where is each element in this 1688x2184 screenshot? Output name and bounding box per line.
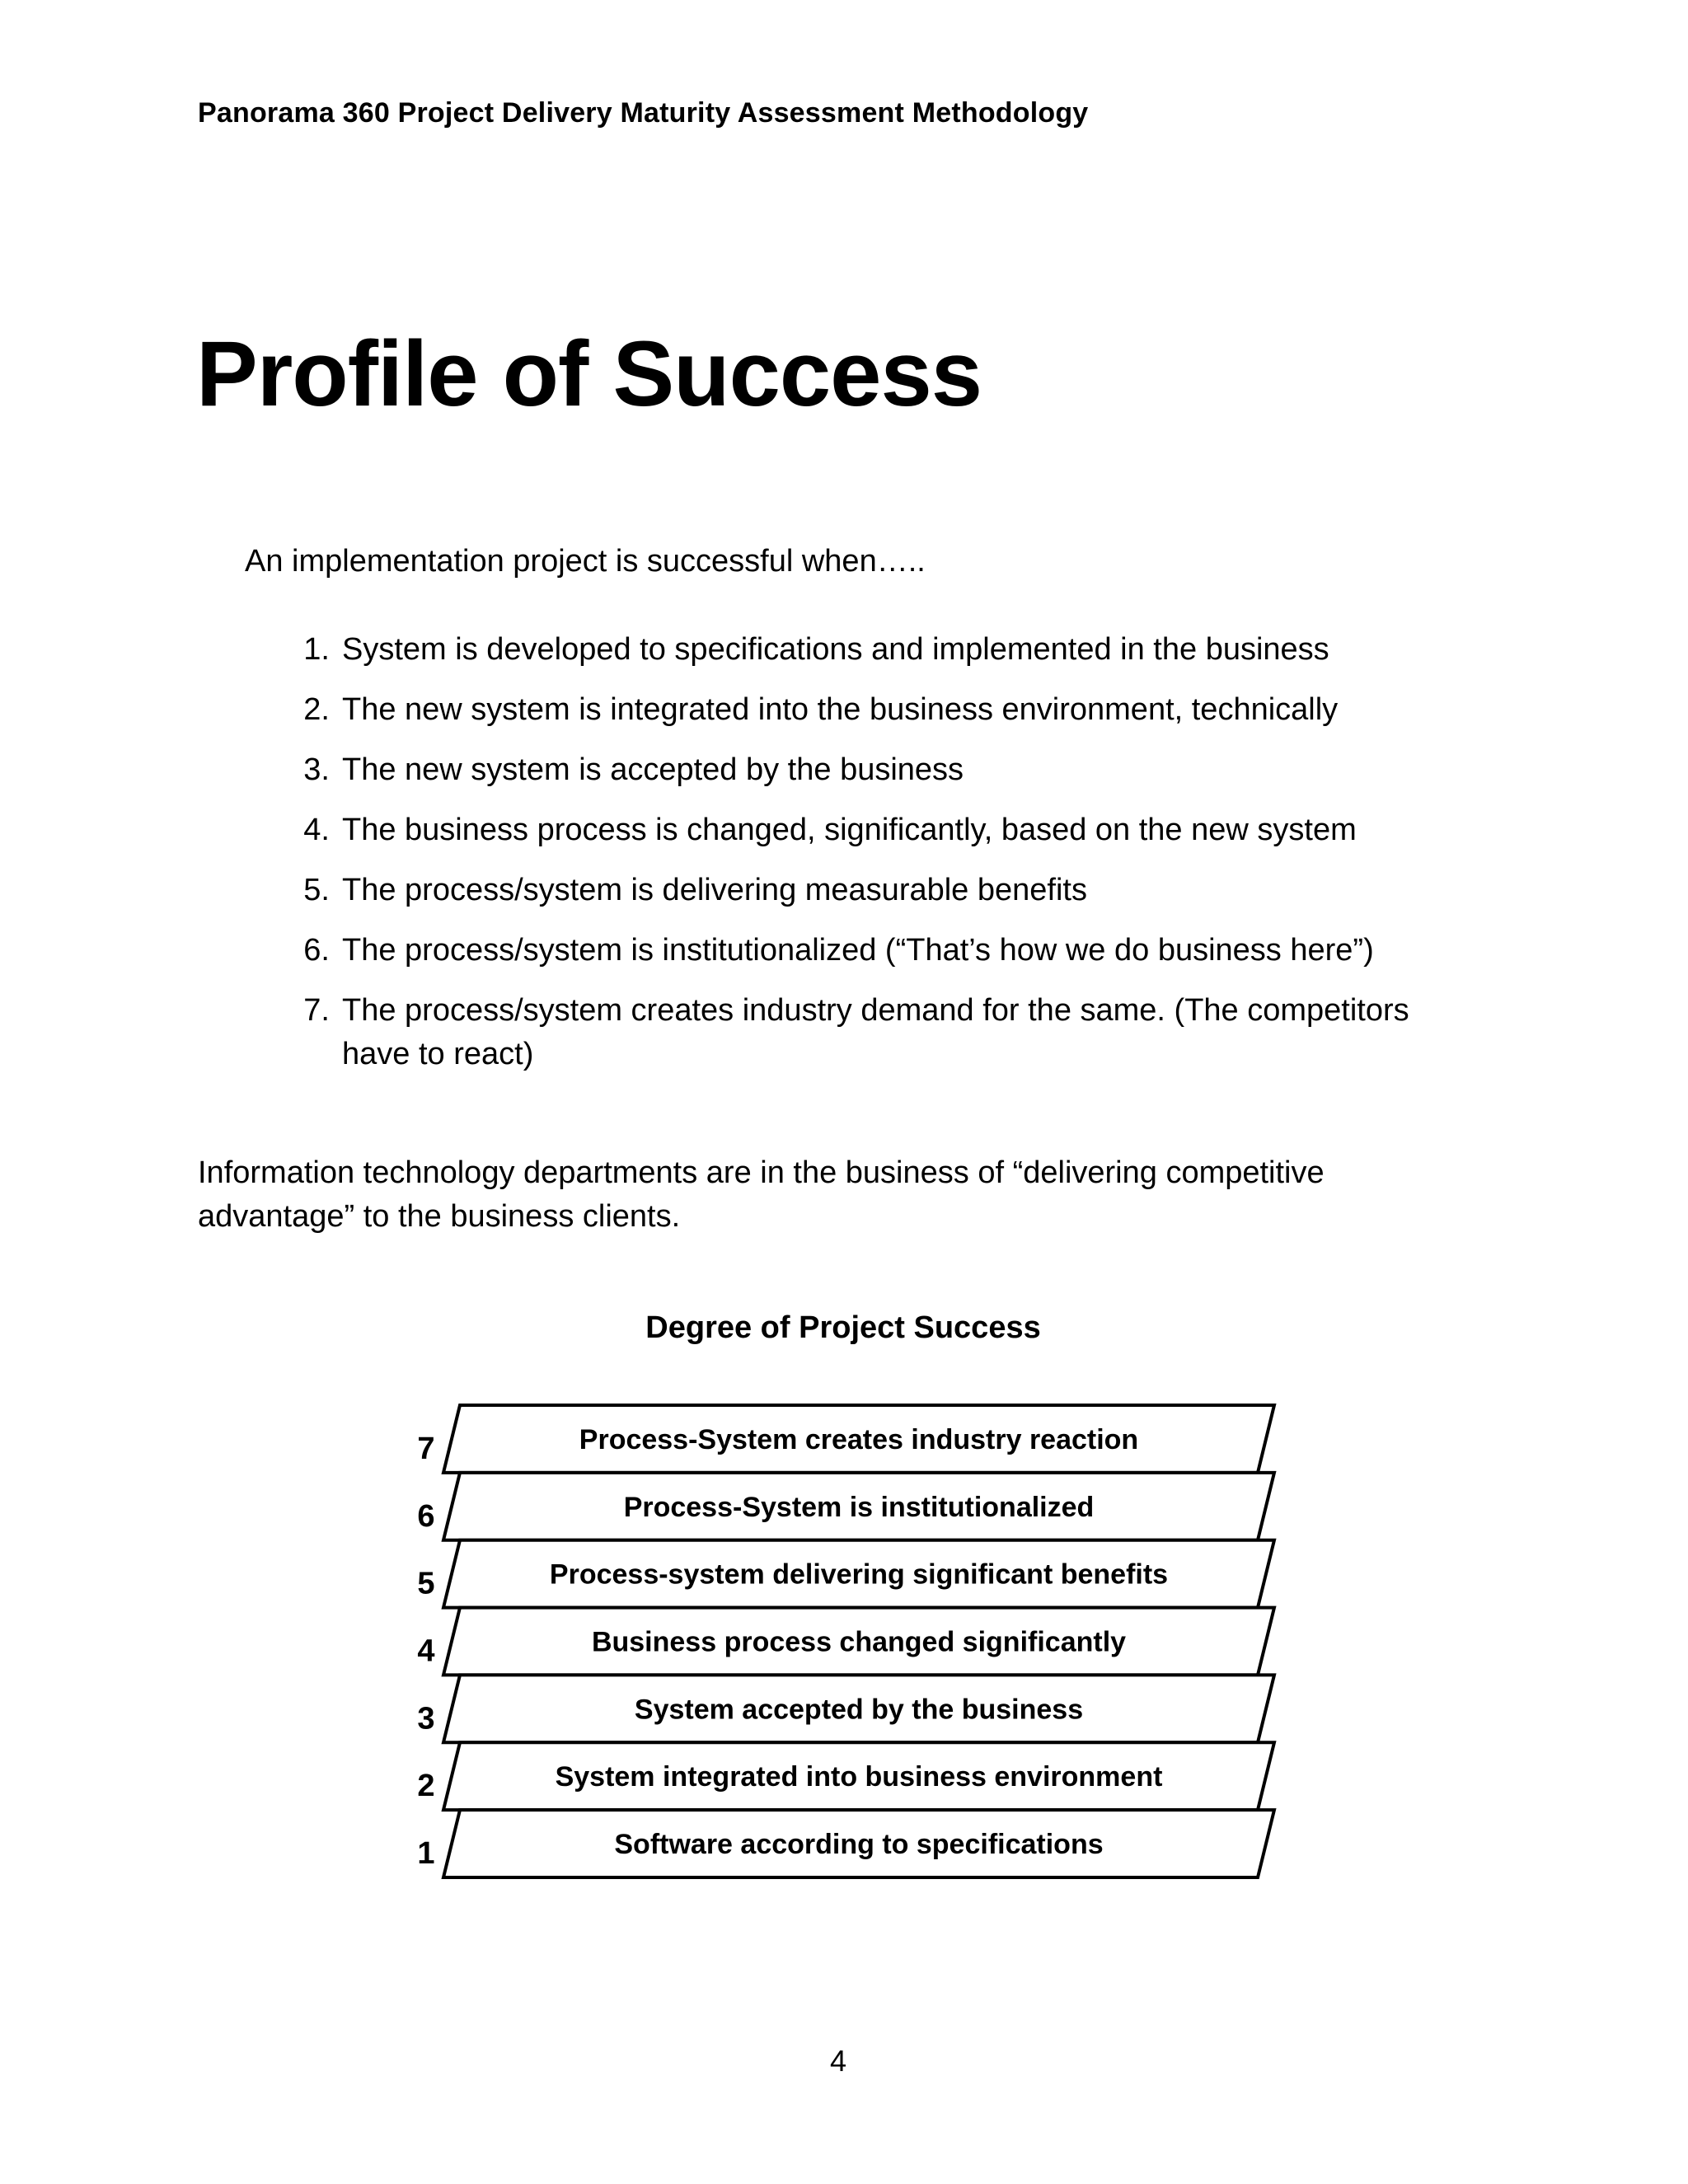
page-title: Profile of Success (196, 322, 982, 425)
ladder-step-1 (417, 1810, 1274, 1877)
list-item-text: The process/system creates industry demand for the same. (The competitors have to react) (342, 993, 1409, 1071)
ladder-step-level: 3 (417, 1701, 435, 1736)
running-header: Panorama 360 Project Delivery Maturity Assessment Methodology (198, 97, 1089, 129)
ladder-step-2 (417, 1742, 1274, 1810)
ladder-step-label: Process-System creates industry reaction (579, 1423, 1139, 1455)
body-paragraph: Information technology departments are in the business of “delivering competitive advantage” to the business clients. (198, 1155, 1325, 1234)
ladder-step-label: Process-system delivering significant benefits (549, 1558, 1169, 1591)
page-number: 4 (829, 2044, 847, 2078)
ladder-step-label: System accepted by the business (634, 1694, 1084, 1726)
list-item-number: 4. (303, 813, 330, 847)
list-item-number: 2. (303, 692, 330, 727)
list-item-text: The business process is changed, significantly, based on the new system (342, 813, 1357, 847)
list-item-number: 6. (303, 933, 330, 968)
list-item-text: The new system is accepted by the business (342, 752, 964, 787)
list-item-number: 7. (303, 993, 330, 1028)
ladder-step-level: 7 (417, 1431, 435, 1466)
ladder-step-6 (417, 1473, 1274, 1540)
list-item-number: 5. (303, 873, 330, 907)
list-item-text: The process/system is delivering measurable benefits (342, 873, 1087, 907)
ladder-step-label: Business process changed significantly (591, 1626, 1127, 1658)
diagram-title: Degree of Project Success (645, 1310, 1041, 1345)
ladder-step-label: Software according to specifications (614, 1829, 1104, 1861)
ladder-step-label: Process-System is institutionalized (623, 1491, 1095, 1523)
ladder-step-level: 2 (417, 1769, 435, 1804)
ladder-step-level: 4 (417, 1633, 435, 1669)
ladder-step-3 (417, 1675, 1274, 1742)
ladder-step-5 (417, 1540, 1274, 1608)
list-item-text: The new system is integrated into the business environment, technically (342, 692, 1339, 727)
ladder-step-level: 1 (417, 1836, 435, 1872)
ladder-step-level: 5 (417, 1566, 435, 1601)
page-number-wrapper (0, 2044, 1688, 2079)
list-item-number: 3. (303, 752, 330, 787)
intro-sentence: An implementation project is successful when….. (245, 544, 926, 579)
list-item-text: The process/system is institutionalized (“That’s how we do business here”) (342, 933, 1374, 968)
list-item-number: 1. (303, 632, 330, 667)
list-item-text: System is developed to specifications and implemented in the business (342, 632, 1329, 667)
ladder-step-label: System integrated into business environment (555, 1761, 1163, 1793)
ladder-step-level: 6 (417, 1498, 435, 1534)
ladder-step-7 (417, 1405, 1274, 1473)
ladder-step-4 (417, 1608, 1274, 1675)
